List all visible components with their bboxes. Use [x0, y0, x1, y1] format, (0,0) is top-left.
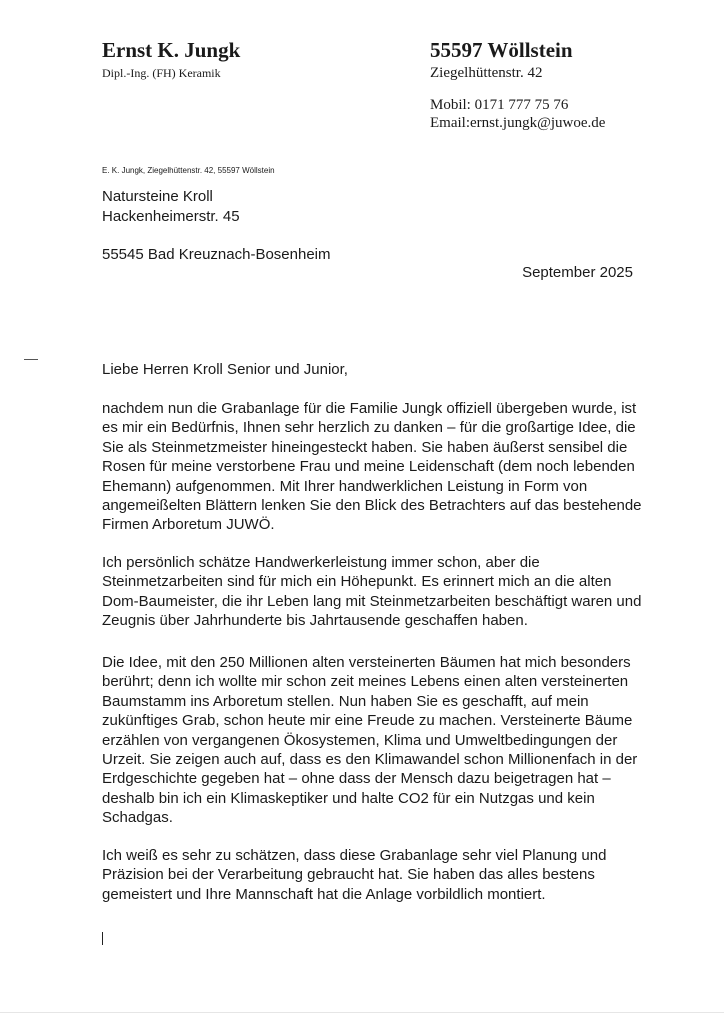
page-bottom-edge: [0, 1012, 724, 1013]
recipient-address: [102, 187, 240, 227]
fold-mark: [24, 359, 38, 360]
recipient-city: 55545 Bad Kreuznach-Bosenheim: [102, 246, 331, 263]
salutation: Liebe Herren Kroll Senior und Junior,: [102, 361, 348, 378]
sender-name: Ernst K. Jungk: [102, 38, 241, 62]
return-address-line: E. K. Jungk, Ziegelhüttenstr. 42, 55597 Wöllstein: [102, 166, 275, 175]
sender-title: Dipl.-Ing. (FH) Keramik: [102, 66, 221, 80]
sender-email: Email:ernst.jungk@juwoe.de: [430, 115, 606, 131]
sender-street: Ziegelhüttenstr. 42: [430, 65, 543, 81]
sender-city: 55597 Wöllstein: [430, 38, 573, 62]
body-paragraph-1: nachdem nun die Grabanlage für die Familie Jungk offiziell übergeben wurde, ist es mir ein Bedürfnis, Ihnen sehr herzlich zu danken – für die großartige Idee, die Sie als Steinmetzmeister hineingesteckt haben. Sie haben äußerst sensibel die Rosen für meine verstorbene Frau und meine Leidenschaft (dem noch lebenden Ehemann) aufgenommen. Mit Ihrer handwerklichen Leistung in Form von angemeißelten Blättern lenken Sie den Blick des Betrachters auf das bestehende Firmen Arboretum JUWÖ.: [102, 400, 642, 534]
recipient-street: Hackenheimerstr. 45: [102, 208, 240, 225]
recipient-company: Natursteine Kroll: [102, 188, 213, 205]
body-paragraph-2: Ich persönlich schätze Handwerkerleistung immer schon, aber die Steinmetzarbeiten sind für mich ein Höhepunkt. Es erinnert mich an die alten Dom-Baumeister, die ihr Leben lang mit Steinmetzarbeiten beschäftigt waren und Zeugnis über Jahrhunderte bis Jahrtausende geschaffen haben.: [102, 554, 642, 630]
body-paragraph-3: Die Idee, mit den 250 Millionen alten versteinerten Bäumen hat mich besonders berührt; denn ich wollte mir schon zeit meines Lebens einen alten versteinerten Baumstamm ins Arboretum stellen. Nun haben Sie es geschafft, auf mein zukünftiges Grab, schon heute mir eine Freude zu machen. Versteinerte Bäume erzählen von vergangenen Ökosystemen, Klima und Umweltbedingungen der Urzeit. Sie zeigen auch auf, dass es den Klimawandel schon Millionenfach in der Erdgeschichte gegeben hat – ohne dass der Mensch dazu beigetragen hat – deshalb bin ich ein Klimaskeptiker und halte CO2 für ein Nutzgas und kein Schadgas.: [102, 654, 638, 827]
letter-date: September 2025: [522, 264, 633, 281]
sender-mobile: Mobil: 0171 777 75 76: [430, 97, 569, 113]
text-cursor[interactable]: [102, 932, 103, 945]
body-paragraph-4: Ich weiß es sehr zu schätzen, dass diese Grabanlage sehr viel Planung und Präzision bei der Verarbeitung gebraucht hat. Sie haben das alles bestens gemeistert und Ihre Mannschaft hat die Anlage vorbildlich montiert.: [102, 847, 607, 903]
